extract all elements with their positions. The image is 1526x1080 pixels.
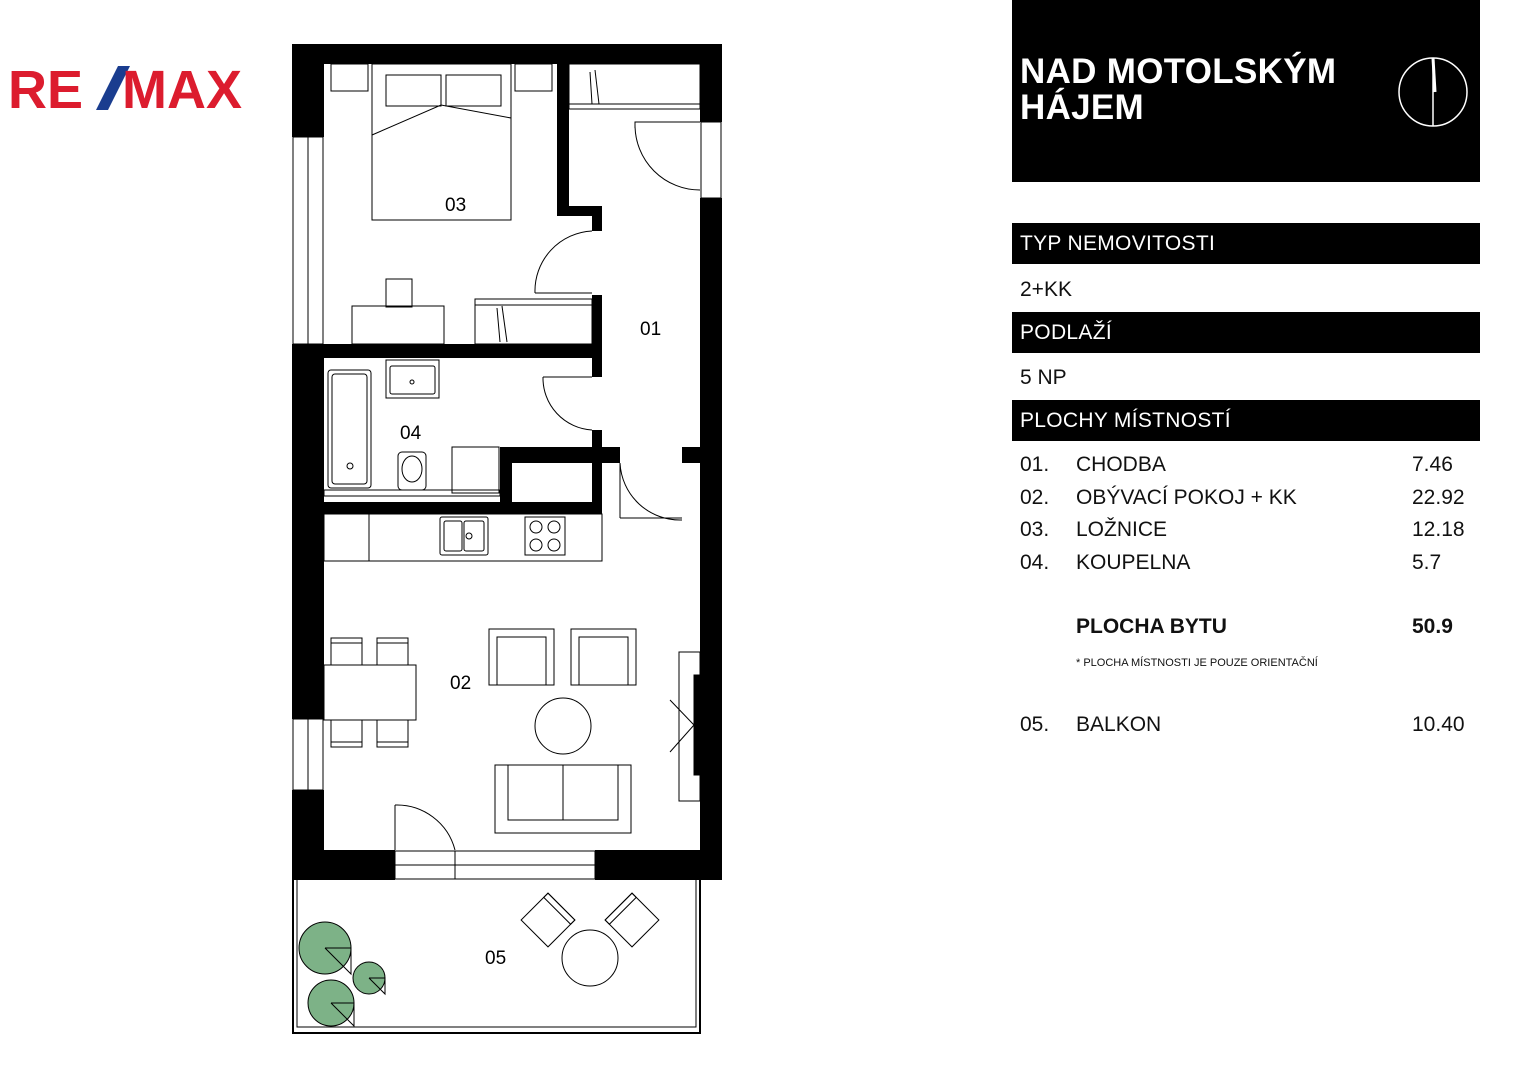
wardrobe-bedroom <box>475 299 592 344</box>
wall-top <box>292 44 722 64</box>
wall-right-2 <box>700 198 722 878</box>
total-area-label: PLOCHA BYTU <box>1076 615 1227 638</box>
room-number: 02. <box>1020 485 1050 509</box>
wardrobe-hall <box>569 64 700 109</box>
balcony-row <box>1012 713 1480 741</box>
room-area: 5.7 <box>1412 550 1442 574</box>
cooktop <box>525 517 565 555</box>
room-row <box>1012 452 1480 485</box>
floor-header: PODLAŽÍ <box>1012 312 1480 353</box>
total-area-value: 50.9 <box>1412 615 1453 638</box>
room-label-02: 02 <box>450 673 472 694</box>
property-type-value: 2+KK <box>1020 278 1072 301</box>
floor-plan <box>270 30 740 1050</box>
room-name: KOUPELNA <box>1076 550 1191 574</box>
bedroom-furniture <box>331 64 700 344</box>
room-area: 22.92 <box>1412 485 1465 509</box>
wall-bottom-1 <box>292 850 395 880</box>
room-name: CHODBA <box>1076 453 1166 476</box>
bathtub <box>328 370 371 488</box>
floor-value: 5 NP <box>1020 366 1067 389</box>
room-name: LOŽNICE <box>1076 518 1168 541</box>
room-label-04: 04 <box>400 423 422 444</box>
balcony-area: 10.40 <box>1412 713 1465 736</box>
wall-right-1 <box>700 44 722 122</box>
area-note: * PLOCHA MÍSTNOSTI JE POUZE ORIENTAČNÍ <box>1076 657 1318 669</box>
room-label-03: 03 <box>445 195 467 216</box>
room-label-05: 05 <box>485 948 507 969</box>
kitchen <box>324 514 602 561</box>
living-furniture <box>324 629 700 833</box>
balcony-table <box>562 930 618 986</box>
plants <box>299 922 385 1026</box>
wall-left-2 <box>292 344 324 719</box>
doors <box>395 122 700 850</box>
wall-bottom-2 <box>595 850 722 880</box>
balcony-number: 05. <box>1020 713 1050 736</box>
remax-logo-mark <box>8 60 248 116</box>
wall-bath-living <box>292 502 602 514</box>
remax-logo <box>8 60 248 116</box>
window-right <box>701 122 721 198</box>
room-row <box>1012 485 1480 518</box>
room-name: OBÝVACÍ POKOJ + KK <box>1076 485 1297 509</box>
project-title: NAD MOTOLSKÝM HÁJEM <box>1020 52 1337 127</box>
floor-plan-drawing <box>270 30 740 1050</box>
north-arrow-icon <box>1397 56 1469 128</box>
balcony-furniture <box>521 893 659 986</box>
room-row <box>1012 550 1480 583</box>
title-box <box>1012 0 1480 182</box>
room-row <box>1012 517 1480 550</box>
desk <box>352 306 444 344</box>
room-label-01: 01 <box>640 319 662 340</box>
coffee-table <box>535 698 591 754</box>
wall-left-1 <box>292 44 324 137</box>
wall-bedroom-bath <box>292 344 602 358</box>
total-area-row <box>1012 615 1480 643</box>
room-area: 12.18 <box>1412 518 1465 541</box>
room-number: 01. <box>1020 453 1050 476</box>
kitchen-counter <box>324 514 602 561</box>
property-type-header: TYP NEMOVITOSTI <box>1012 223 1480 264</box>
remax-logo-text-right: MAX <box>122 60 242 116</box>
room-number: 04. <box>1020 550 1050 574</box>
wall-bedroom-hall <box>557 62 569 208</box>
rooms-list <box>1012 452 1480 582</box>
room-area: 7.46 <box>1412 453 1453 476</box>
balcony-name: BALKON <box>1076 713 1162 736</box>
wall-hall-bottom <box>500 447 620 463</box>
remax-logo-text-left: RE <box>8 60 84 116</box>
room-number: 03. <box>1020 518 1050 541</box>
rooms-header: PLOCHY MÍSTNOSTÍ <box>1012 400 1480 441</box>
dining-table <box>324 665 416 720</box>
